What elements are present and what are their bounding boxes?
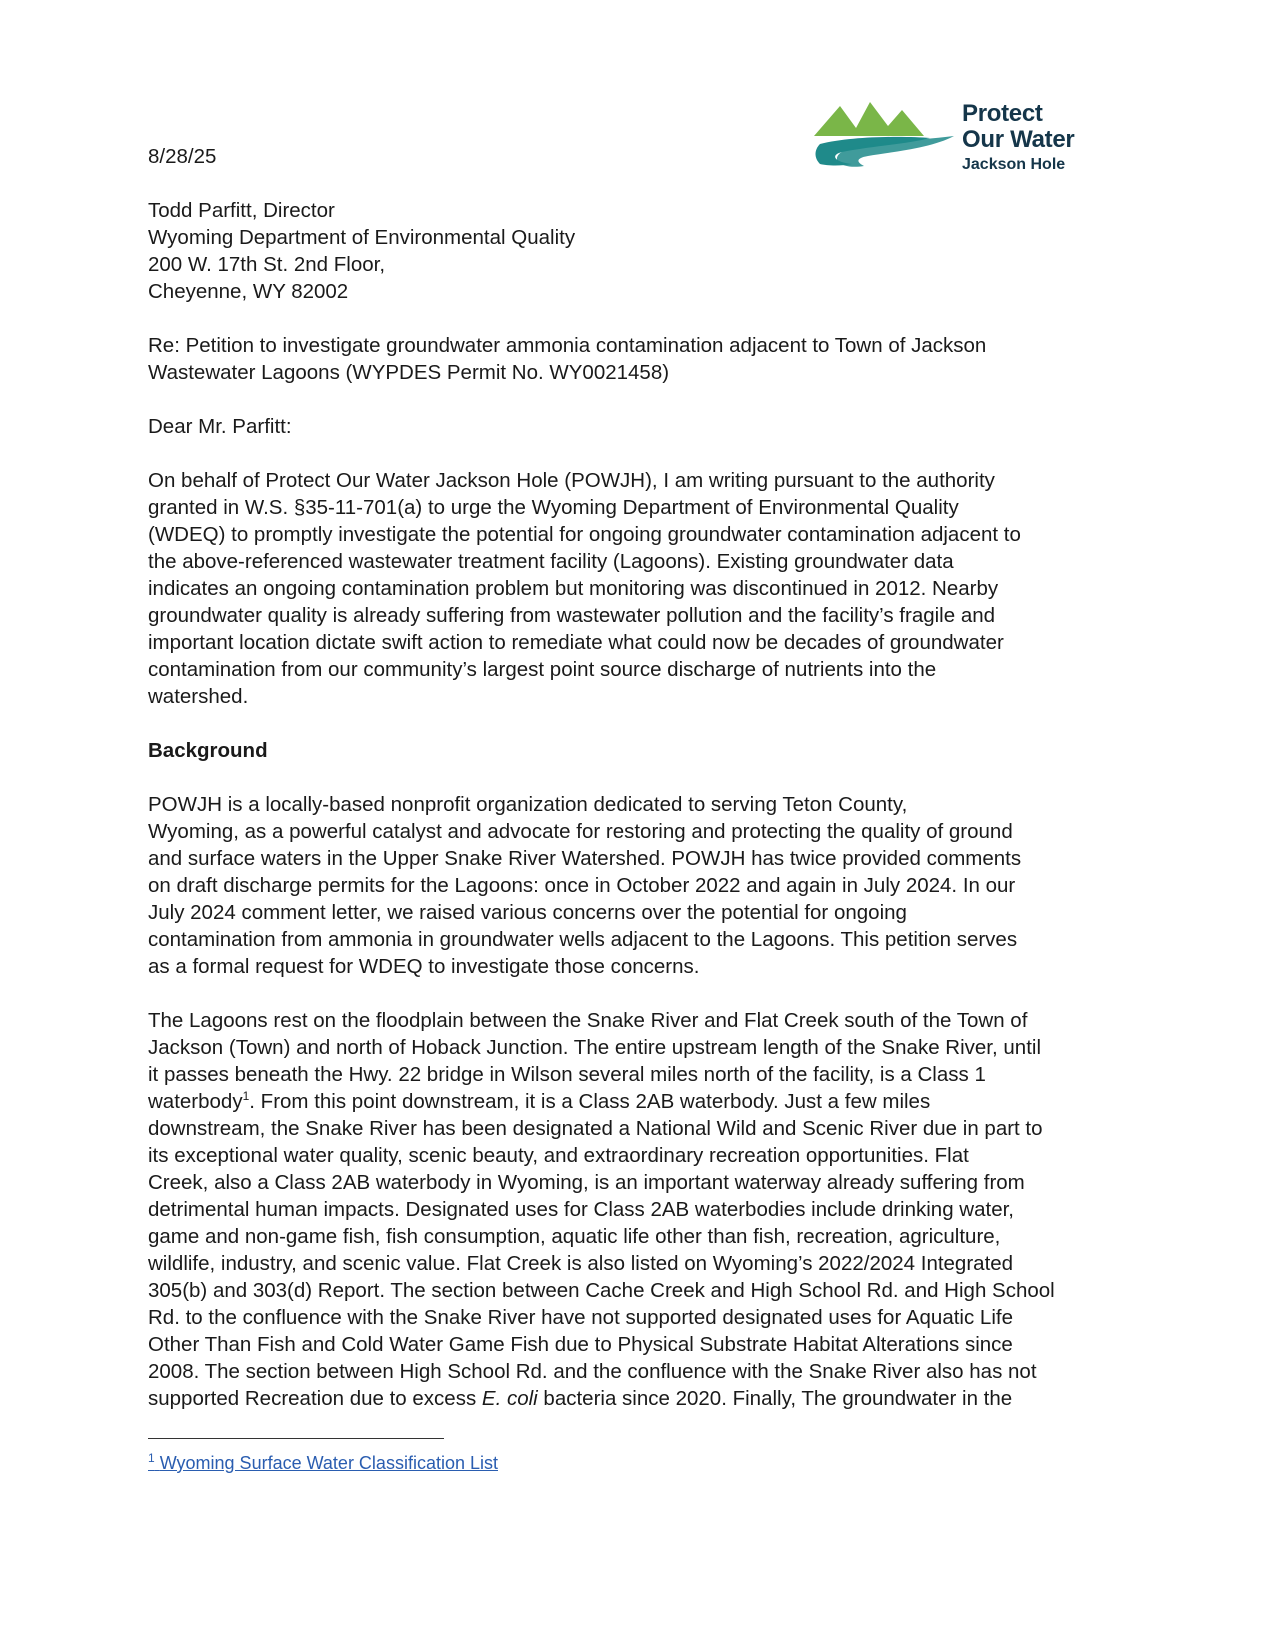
logo-line-jackson-hole: Jackson Hole	[962, 156, 1066, 173]
footnote-ref[interactable]: 1	[242, 1089, 250, 1104]
background-line: contamination from ammonia in groundwater wells adjacent to the Lagoons. This petition serves	[148, 928, 1018, 951]
background-text: . From this point downstream, it is a Class 2AB waterbody. Just a few miles	[249, 1090, 931, 1113]
intro-line: groundwater quality is already suffering from wastewater pollution and the facility’s fragile and	[148, 604, 996, 627]
recipient-street: 200 W. 17th St. 2nd Floor,	[148, 253, 386, 276]
intro-line: On behalf of Protect Our Water Jackson Hole (POWJH), I am writing pursuant to the authority	[148, 469, 995, 492]
background-line	[148, 1088, 1133, 1115]
intro-line: important location dictate swift action to remediate what could now be decades of groundwater	[148, 631, 1004, 654]
intro-line: the above-referenced wastewater treatment facility (Lagoons). Existing groundwater data	[148, 550, 954, 573]
re-line-2: Wastewater Lagoons (WYPDES Permit No. WY0021458)	[148, 361, 670, 384]
background-line: The Lagoons rest on the floodplain between the Snake River and Flat Creek south of the Town of	[148, 1009, 1028, 1032]
background-line: Rd. to the confluence with the Snake River have not supported designated uses for Aquatic Life	[148, 1306, 1013, 1329]
recipient-name: Todd Parfitt, Director	[148, 199, 335, 222]
footnote-link-text: Wyoming Surface Water Classification List	[159, 1453, 498, 1473]
logo-line-our-water: Our Water	[962, 126, 1075, 153]
background-line: Wyoming, as a powerful catalyst and advocate for restoring and protecting the quality of ground	[148, 820, 1013, 843]
re-line-1: Re: Petition to investigate groundwater ammonia contamination adjacent to Town of Jackson	[148, 334, 987, 357]
background-line: Creek, also a Class 2AB waterbody in Wyoming, is an important waterway already suffering from	[148, 1171, 1025, 1194]
letter-body	[148, 143, 1133, 1439]
intro-line: granted in W.S. §35-11-701(a) to urge the Wyoming Department of Environmental Quality	[148, 496, 959, 519]
salutation: Dear Mr. Parfitt:	[148, 415, 292, 438]
intro-line: (WDEQ) to promptly investigate the potential for ongoing groundwater contamination adjacent to	[148, 523, 1021, 546]
recipient-address	[148, 197, 1133, 305]
re-line	[148, 332, 1133, 386]
background-line: 305(b) and 303(d) Report. The section between Cache Creek and High School Rd. and High School	[148, 1279, 1055, 1302]
background-heading: Background	[148, 739, 268, 762]
background-line: July 2024 comment letter, we raised various concerns over the potential for ongoing	[148, 901, 907, 924]
intro-line: contamination from our community’s largest point source discharge of nutrients into the	[148, 658, 937, 681]
footnote	[148, 1451, 498, 1475]
background-line: it passes beneath the Hwy. 22 bridge in Wilson several miles north of the facility, is a Class 1	[148, 1063, 986, 1086]
background-line: Jackson (Town) and north of Hoback Junction. The entire upstream length of the Snake River, until	[148, 1036, 1042, 1059]
intro-line: watershed.	[148, 685, 249, 708]
background-line: detrimental human impacts. Designated uses for Class 2AB waterbodies include drinking water,	[148, 1198, 1014, 1221]
background-line: on draft discharge permits for the Lagoons: once in October 2022 and again in July 2024. In our	[148, 874, 1016, 897]
e-coli-italic: E. coli	[481, 1387, 538, 1410]
background-line: downstream, the Snake River has been designated a National Wild and Scenic River due in part to	[148, 1117, 1043, 1140]
background-line: Other Than Fish and Cold Water Game Fish due to Physical Substrate Habitat Alterations since	[148, 1333, 1013, 1356]
logo-line-protect: Protect	[962, 100, 1043, 127]
footnote-number: 1	[148, 1451, 155, 1465]
intro-paragraph	[148, 467, 1133, 710]
letter-date: 8/28/25	[148, 145, 217, 168]
background-line: 2008. The section between High School Rd. and the confluence with the Snake River also has not	[148, 1360, 1037, 1383]
intro-line: indicates an ongoing contamination problem but monitoring was discontinued in 2012. Nearby	[148, 577, 999, 600]
background-text: supported Recreation due to excess	[148, 1387, 482, 1410]
recipient-city: Cheyenne, WY 82002	[148, 280, 349, 303]
background-line: and surface waters in the Upper Snake River Watershed. POWJH has twice provided comments	[148, 847, 1022, 870]
recipient-org: Wyoming Department of Environmental Quality	[148, 226, 576, 249]
background-line: its exceptional water quality, scenic beauty, and extraordinary recreation opportunities. Flat	[148, 1144, 969, 1167]
background-line: as a formal request for WDEQ to investigate those concerns.	[148, 955, 700, 978]
background-text: bacteria since 2020. Finally, The groundwater in the	[537, 1387, 1013, 1410]
background-line: POWJH is a locally-based nonprofit organization dedicated to serving Teton County,	[148, 793, 908, 816]
background-line	[148, 1385, 1133, 1412]
waterbody-text: waterbody	[148, 1090, 243, 1113]
background-paragraph-1	[148, 791, 1133, 980]
background-line: wildlife, industry, and scenic value. Flat Creek is also listed on Wyoming’s 2022/2024 Integrated	[148, 1252, 1014, 1275]
background-line: game and non-game fish, fish consumption, aquatic life other than fish, recreation, agriculture,	[148, 1225, 1001, 1248]
background-paragraph-2	[148, 1007, 1133, 1412]
footnote-link[interactable]	[148, 1453, 498, 1473]
footnote-divider	[148, 1438, 444, 1439]
